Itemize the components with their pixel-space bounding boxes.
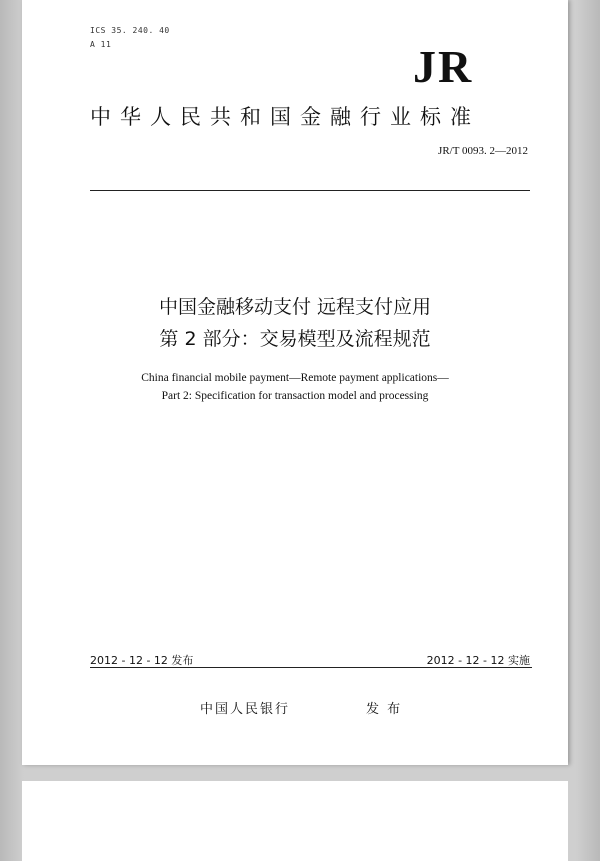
ics-code: ICS 35. 240. 40 — [90, 26, 170, 35]
issuer-org: 中国人民银行 — [200, 702, 291, 717]
document-page — [22, 0, 568, 765]
issuer-action: 发 布 — [366, 702, 403, 717]
standard-name: 中华人民共和国金融行业标准 — [90, 105, 480, 129]
title-en-line1: China financial mobile payment—Remote payment applications— — [141, 372, 449, 384]
next-page — [22, 781, 568, 861]
date-divider — [90, 667, 532, 668]
jr-logo: JR — [413, 41, 474, 92]
header-divider — [90, 190, 530, 191]
standard-code: JR/T 0093. 2—2012 — [438, 145, 528, 157]
title-en-line2: Part 2: Specification for transaction model and processing — [161, 390, 429, 402]
effective-date: 2012 - 12 - 12 实施 — [426, 654, 530, 667]
issue-date: 2012 - 12 - 12 发布 — [90, 654, 194, 667]
ccs-code: A 11 — [90, 40, 112, 49]
title-cn-line2: 第 2 部分：交易模型及流程规范 — [159, 328, 431, 350]
title-cn-line1: 中国金融移动支付 远程支付应用 — [158, 296, 432, 318]
